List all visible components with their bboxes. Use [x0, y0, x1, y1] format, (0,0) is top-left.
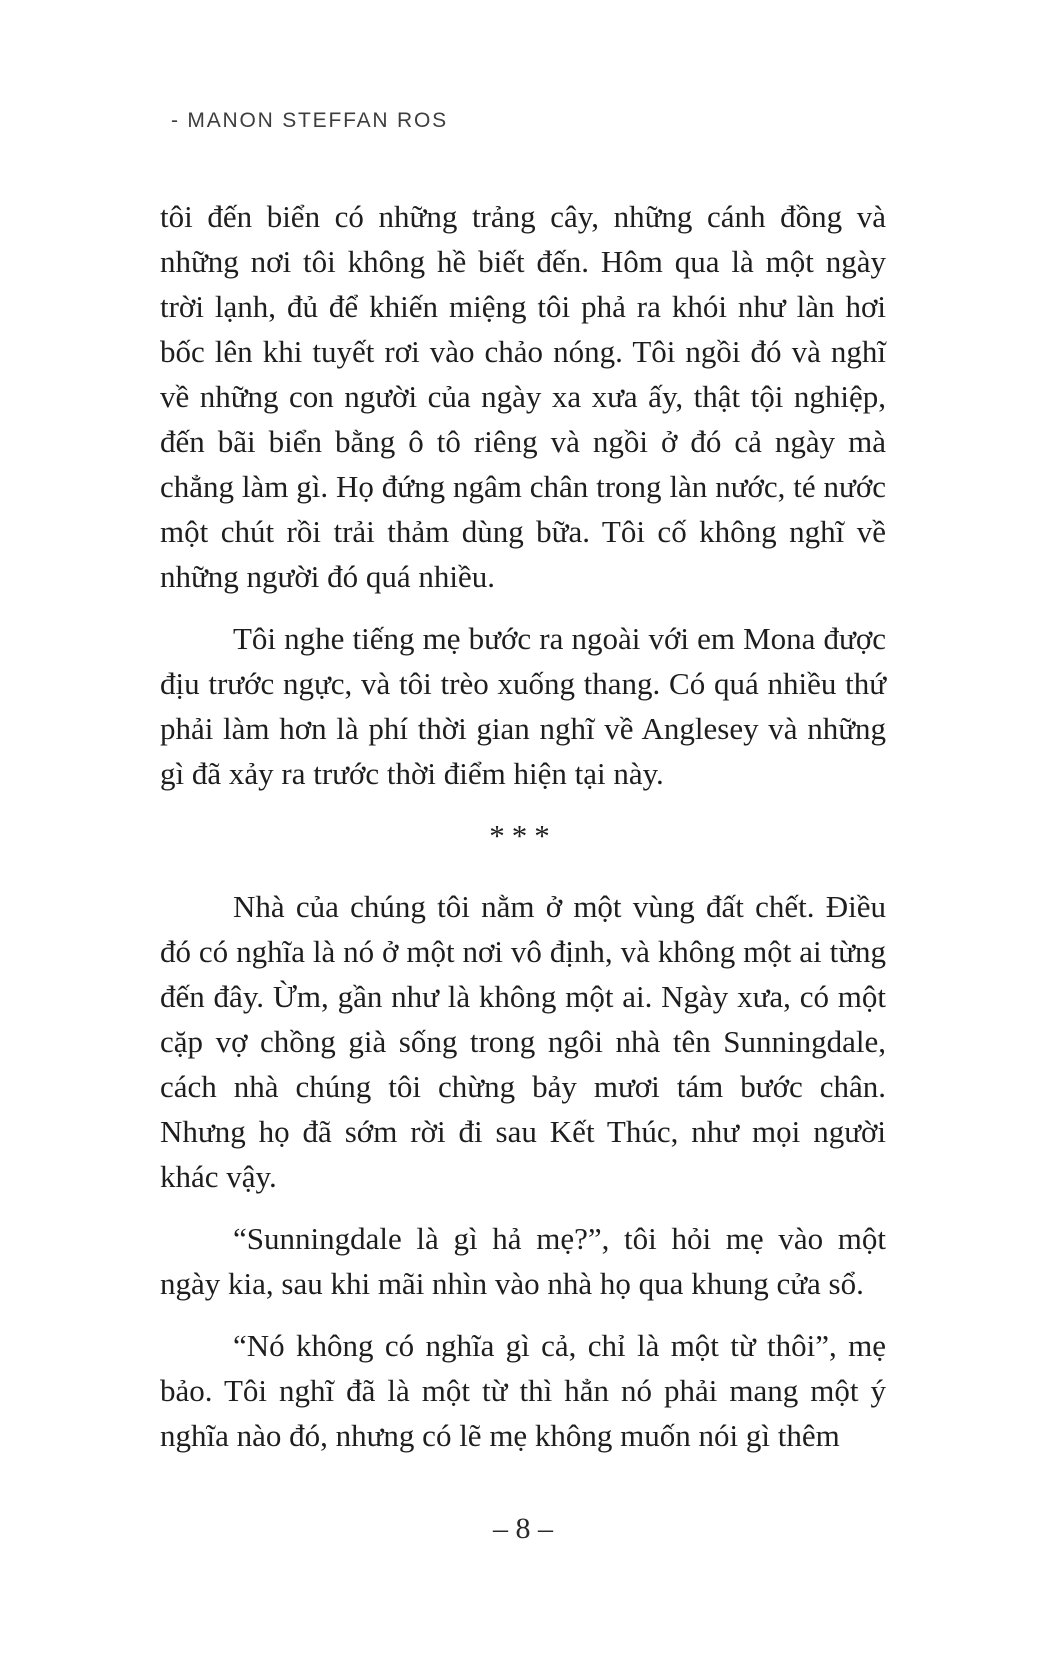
- paragraph-continuation: tôi đến biển có những trảng cây, những cánh đồng và những nơi tôi không hề biết đến. Hôm qua là một ngày trời lạnh, đủ để khiến miệng tôi phả ra khói như làn hơi bốc lên khi tuyết rơi vào chảo nóng. Tôi ngồi đó và nghĩ về những con người của ngày xa xưa ấy, thật tội nghiệp, đến bãi biển bằng ô tô riêng và ngồi ở đó cả ngày mà chẳng làm gì. Họ đứng ngâm chân trong làn nước, té nước một chút rồi trải thảm dùng bữa. Tôi cố không nghĩ về những người đó quá nhiều.: [160, 199, 886, 594]
- body-text-block: [160, 194, 886, 1475]
- page-number: – 8 –: [493, 1512, 553, 1545]
- paragraph-dialogue: “Nó không có nghĩa gì cả, chỉ là một từ thôi”, mẹ bảo. Tôi nghĩ đã là một từ thì hẳn nó phải mang một ý nghĩa nào đó, nhưng có lẽ mẹ không muốn nói gì thêm: [160, 1328, 886, 1453]
- paragraph-dialogue: “Sunningdale là gì hả mẹ?”, tôi hỏi mẹ vào một ngày kia, sau khi mãi nhìn vào nhà họ qua khung cửa sổ.: [160, 1221, 886, 1301]
- paragraph: Tôi nghe tiếng mẹ bước ra ngoài với em Mona được địu trước ngực, và tôi trèo xuống thang. Có quá nhiều thứ phải làm hơn là phí thời gian nghĩ về Anglesey và những gì đã xảy ra trước thời điểm hiện tại này.: [160, 621, 886, 791]
- running-header-author: - MANON STEFFAN ROS: [171, 109, 448, 132]
- section-break-asterisks: ***: [489, 818, 557, 853]
- paragraph: Nhà của chúng tôi nằm ở một vùng đất chết. Điều đó có nghĩa là nó ở một nơi vô định, và không một ai từng đến đây. Ừm, gần như là không một ai. Ngày xưa, có một cặp vợ chồng già sống trong ngôi nhà tên Sunningdale, cách nhà chúng tôi chừng bảy mươi tám bước chân. Nhưng họ đã sớm rời đi sau Kết Thúc, như mọi người khác vậy.: [160, 889, 886, 1194]
